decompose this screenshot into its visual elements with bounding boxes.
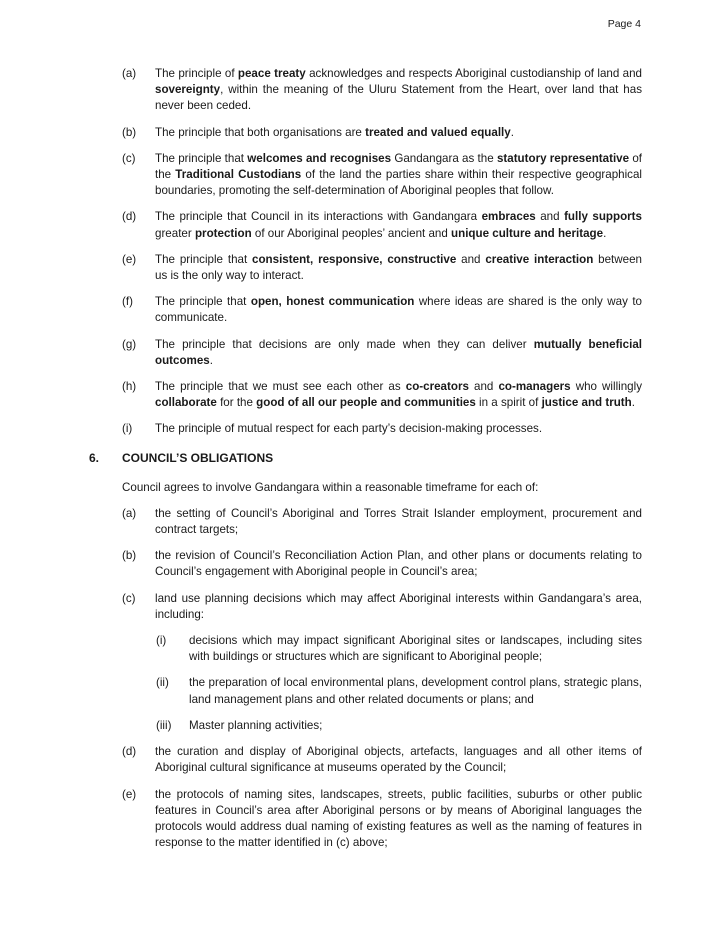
principle-text: The principle that both organisations are treated and valued equally. bbox=[155, 125, 514, 139]
principle-text: The principle that decisions are only made when they can deliver mutually beneficial outcomes. bbox=[155, 337, 642, 367]
item-marker: (d) bbox=[122, 745, 137, 759]
obligation-item bbox=[122, 744, 642, 776]
obligation-item-text: the curation and display of Aboriginal objects, artefacts, languages and all other items of Aboriginal cultural significance at museums operated by the Council; bbox=[155, 745, 642, 775]
principle-text: The principle that consistent, responsive, constructive and creative interaction between us is the only way to interact. bbox=[155, 252, 642, 283]
obligation-item-text: the protocols of naming sites, landscapes, streets, public facilities, suburbs or other public features in Council’s area after Aboriginal persons or by means of Aboriginal languages the protocols would address dual naming of existing features as well as the naming of features in response to the matter identified in (c) above; bbox=[155, 787, 642, 850]
item-marker: (g) bbox=[122, 337, 137, 351]
principle-text: The principle that we must see each other as co-creators and co-managers who willingly collaborate for the good of all our people and communities in a spirit of justice and truth. bbox=[155, 380, 642, 410]
item-marker: (i) bbox=[122, 422, 133, 436]
principle-text: The principle of mutual respect for each party’s decision-making processes. bbox=[155, 422, 543, 436]
principle-item bbox=[122, 209, 642, 241]
section-number: 6. bbox=[89, 450, 100, 465]
obligation-item bbox=[122, 787, 642, 852]
section-title: COUNCIL’S OBLIGATIONS bbox=[122, 450, 274, 465]
principle-item bbox=[122, 66, 642, 115]
document-body bbox=[0, 66, 713, 861]
principle-text: The principle that welcomes and recognises Gandangara as the statutory representative of the Traditional Custodians of the land the parties share within their respective geographical boundaries, promoting the self-determination of Aboriginal peoples that follow. bbox=[155, 151, 643, 198]
item-marker: (f) bbox=[122, 295, 133, 309]
obligations-list-continued bbox=[0, 744, 713, 851]
item-marker: (h) bbox=[122, 380, 137, 394]
sub-obligation-item-text: the preparation of local environmental plans, development control plans, strategic plans, land management plans and other related documents or plans; and bbox=[189, 676, 642, 706]
sub-obligation-item bbox=[156, 633, 642, 665]
section-intro: Council agrees to involve Gandangara within a reasonable timeframe for each of: bbox=[122, 480, 539, 494]
principle-item bbox=[122, 125, 642, 141]
principle-item bbox=[122, 151, 643, 200]
sub-obligation-item bbox=[156, 675, 642, 707]
item-marker: (b) bbox=[122, 549, 137, 563]
obligation-item bbox=[122, 591, 642, 623]
principle-text: The principle of peace treaty acknowledges and respects Aboriginal custodianship of land and sovereignty, within the meaning of the Uluru Statement from the Heart, over land that has never been ceded. bbox=[155, 67, 642, 113]
item-marker: (ii) bbox=[156, 676, 169, 690]
section-heading bbox=[89, 450, 713, 466]
obligation-item bbox=[122, 506, 642, 538]
principle-item bbox=[122, 337, 642, 369]
principle-item bbox=[122, 379, 642, 411]
sub-obligation-item bbox=[156, 718, 642, 734]
item-marker: (c) bbox=[122, 151, 136, 165]
item-marker: (e) bbox=[122, 787, 137, 801]
principles-list bbox=[0, 66, 713, 438]
item-marker: (a) bbox=[122, 67, 137, 80]
item-marker: (c) bbox=[122, 591, 136, 605]
item-marker: (i) bbox=[156, 634, 167, 648]
item-marker: (a) bbox=[122, 506, 137, 520]
principle-item bbox=[122, 421, 642, 437]
item-marker: (e) bbox=[122, 252, 137, 266]
principle-item bbox=[122, 294, 642, 326]
obligation-item-text: the revision of Council’s Reconciliation Action Plan, and other plans or documents relating to Council’s engagement with Aboriginal people in Council’s area; bbox=[155, 549, 642, 579]
principle-text: The principle that open, honest communication where ideas are shared is the only way to communicate. bbox=[155, 295, 642, 325]
item-marker: (d) bbox=[122, 210, 137, 224]
sub-obligation-item-text: Master planning activities; bbox=[189, 718, 323, 732]
sub-obligations-list bbox=[0, 633, 713, 734]
obligations-list bbox=[0, 506, 713, 623]
obligation-item-text: the setting of Council’s Aboriginal and Torres Strait Islander employment, procurement and contract targets; bbox=[155, 506, 642, 537]
item-marker: (b) bbox=[122, 125, 137, 139]
principle-item bbox=[122, 252, 642, 284]
obligation-item-text: land use planning decisions which may affect Aboriginal interests within Gandangara’s area, including: bbox=[155, 591, 642, 621]
item-marker: (iii) bbox=[156, 718, 172, 732]
page-number: Page 4 bbox=[607, 18, 641, 30]
sub-obligation-item-text: decisions which may impact significant Aboriginal sites or landscapes, including sites with buildings or structures which are significant to Aboriginal people; bbox=[189, 634, 642, 664]
principle-text: The principle that Council in its interactions with Gandangara embraces and fully supports greater protection of our Aboriginal peoples’ ancient and unique culture and heritage. bbox=[155, 210, 642, 240]
obligation-item bbox=[122, 548, 642, 580]
